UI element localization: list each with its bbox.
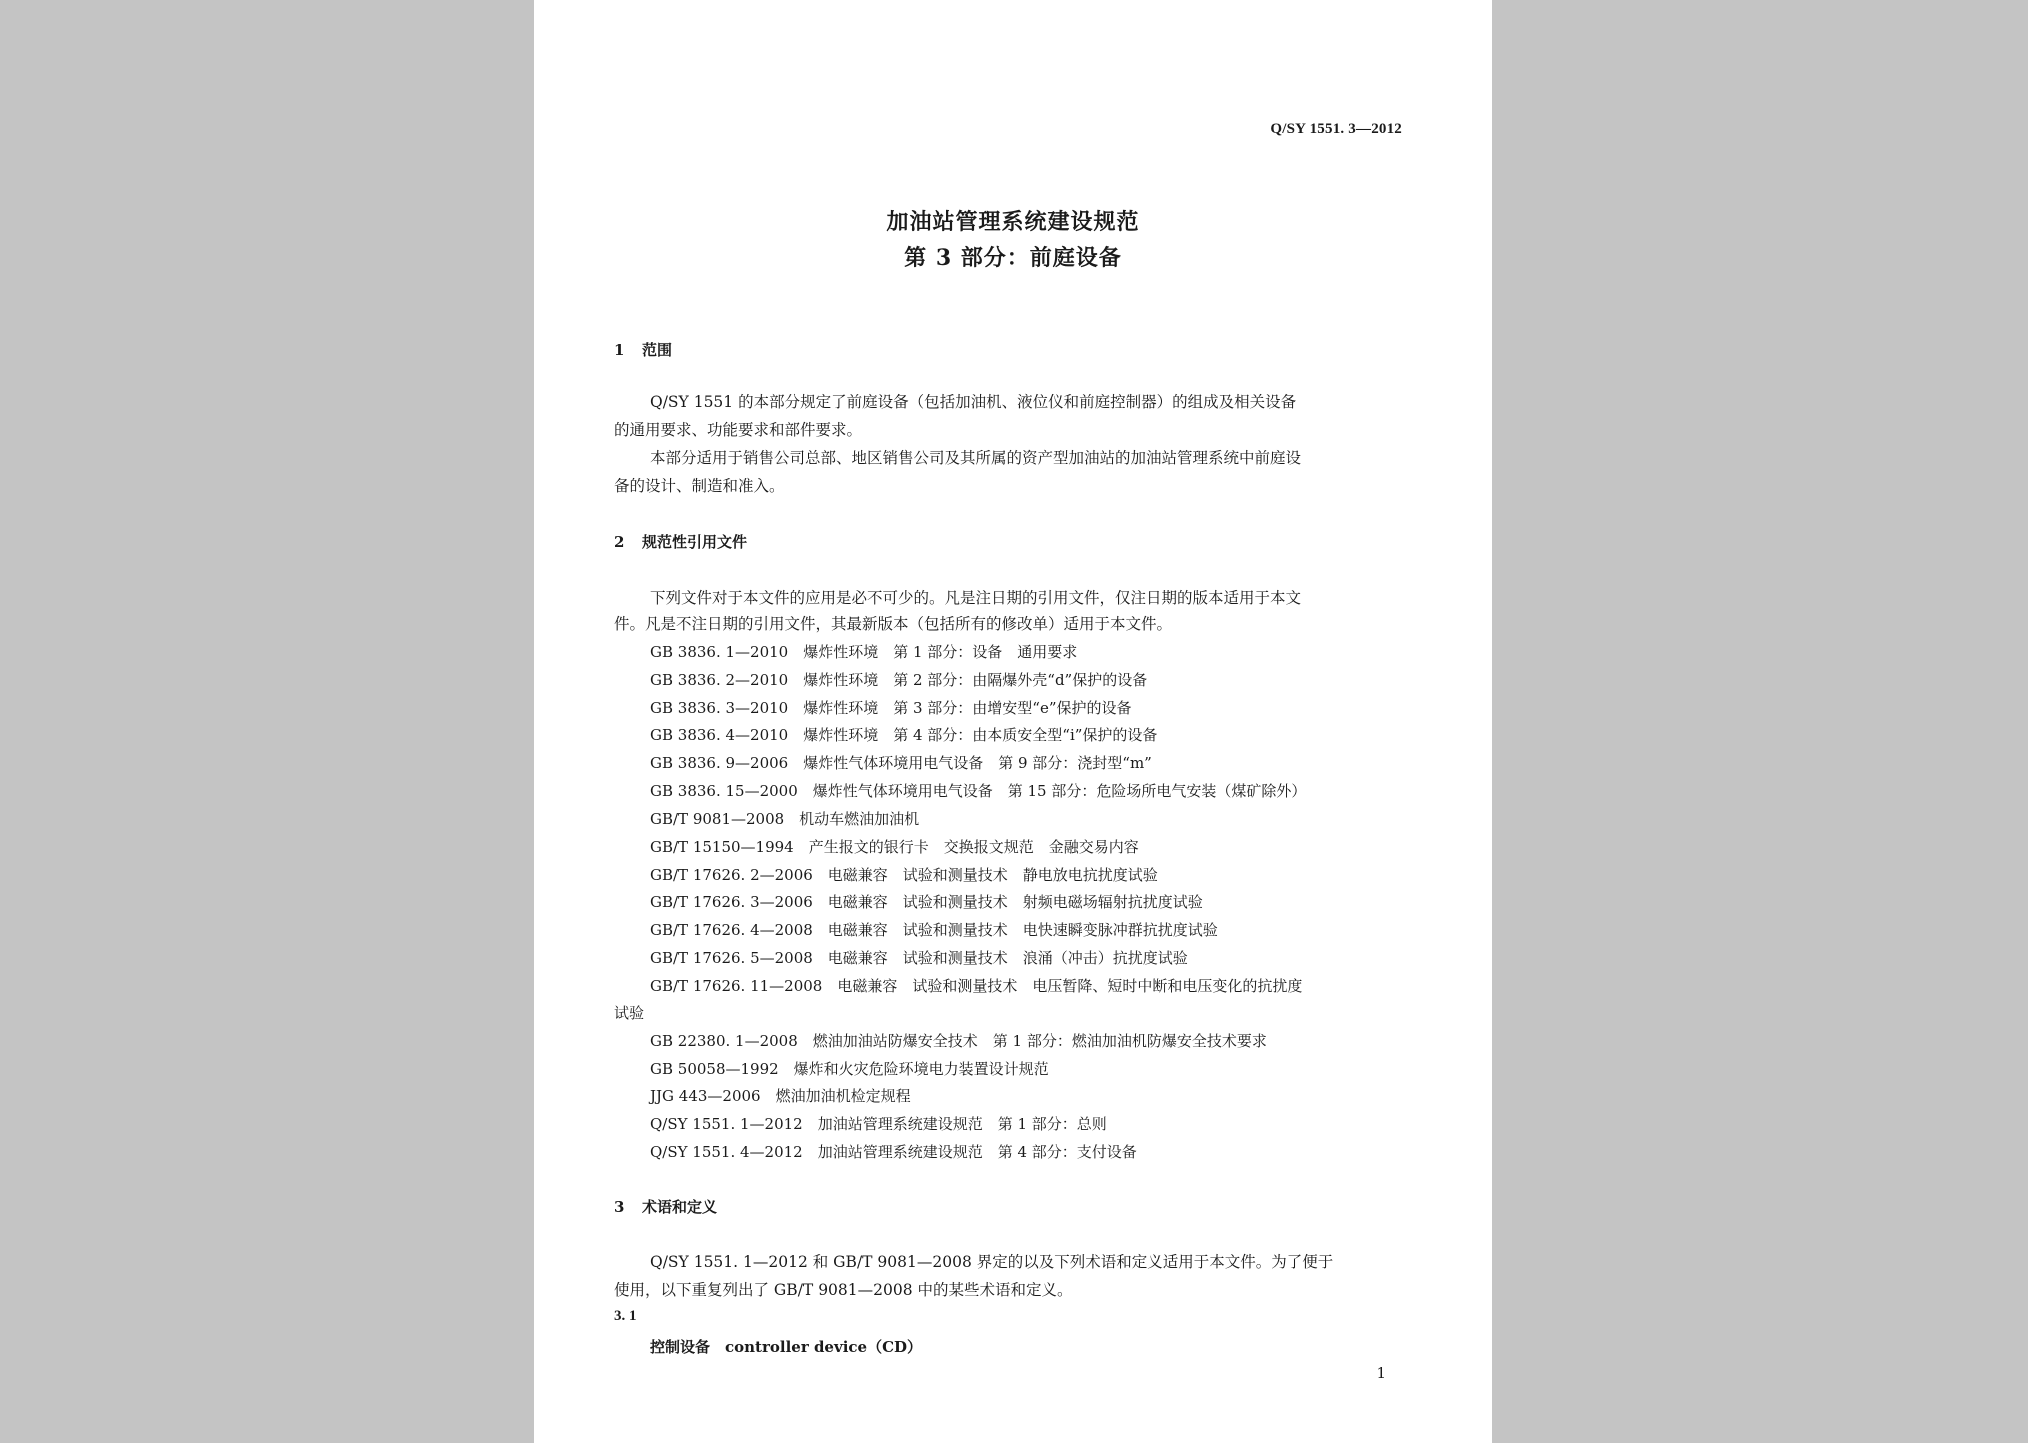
reference-item: JJG 443—2006 燃油加油机检定规程 [650,1087,911,1105]
section-1-heading [614,339,672,360]
section-number: 1 [614,341,625,359]
paragraph-line: 本部分适用于销售公司总部、地区销售公司及其所属的资产型加油站的加油站管理系统中前庭设 [650,449,1302,467]
paragraph-line: 备的设计、制造和准入。 [614,477,785,495]
reference-item: GB 3836. 9—2006 爆炸性气体环境用电气设备 第 9 部分：浇封型“m” [650,754,1152,772]
document-subtitle: 第 3 部分：前庭设备 [904,245,1122,271]
section-number: 2 [614,533,625,551]
reference-continuation: 试验 [614,1004,645,1022]
reference-item: GB/T 9081—2008 机动车燃油加油机 [650,810,920,828]
document-page [534,0,1492,1443]
section-3-heading [614,1196,717,1217]
page-number: 1 [1376,1364,1386,1382]
reference-item: GB/T 17626. 11—2008 电磁兼容 试验和测量技术 电压暂降、短时中断和电压变化的抗扰度 [650,977,1303,995]
reference-item: Q/SY 1551. 1—2012 加油站管理系统建设规范 第 1 部分：总则 [650,1115,1107,1133]
reference-item: GB 3836. 15—2000 爆炸性气体环境用电气设备 第 15 部分：危险场所电气安装（煤矿除外） [650,782,1307,800]
reference-item: GB 50058—1992 爆炸和火灾危险环境电力装置设计规范 [650,1060,1049,1078]
reference-item: GB 3836. 4—2010 爆炸性环境 第 4 部分：由本质安全型“i”保护的设备 [650,726,1158,744]
reference-item: GB/T 17626. 4—2008 电磁兼容 试验和测量技术 电快速瞬变脉冲群抗扰度试验 [650,921,1218,939]
paragraph-line: 下列文件对于本文件的应用是必不可少的。凡是注日期的引用文件，仅注日期的版本适用于本文 [650,589,1302,607]
reference-item: GB/T 15150—1994 产生报文的银行卡 交换报文规范 金融交易内容 [650,838,1139,856]
reference-item: GB 22380. 1—2008 燃油加油站防爆安全技术 第 1 部分：燃油加油机防爆安全技术要求 [650,1032,1267,1050]
document-number: Q/SY 1551. 3—2012 [1270,121,1402,137]
section-number: 3 [614,1198,625,1216]
reference-item: GB/T 17626. 2—2006 电磁兼容 试验和测量技术 静电放电抗扰度试验 [650,866,1158,884]
term-entry: 控制设备 controller device（CD） [650,1338,923,1356]
reference-item: GB 3836. 1—2010 爆炸性环境 第 1 部分：设备 通用要求 [650,643,1078,661]
reference-item: GB 3836. 3—2010 爆炸性环境 第 3 部分：由增安型“e”保护的设备 [650,699,1132,717]
document-title: 加油站管理系统建设规范 [886,209,1140,235]
section-2-heading [614,531,747,552]
paragraph-line: Q/SY 1551 的本部分规定了前庭设备（包括加油机、液位仪和前庭控制器）的组成及相关设备 [650,393,1297,411]
section-title: 范围 [642,341,673,359]
section-title: 术语和定义 [642,1198,718,1216]
section-title: 规范性引用文件 [642,533,748,551]
reference-item: GB/T 17626. 3—2006 电磁兼容 试验和测量技术 射频电磁场辐射抗扰度试验 [650,893,1203,911]
subsection-number: 3. 1 [614,1308,637,1324]
reference-item: Q/SY 1551. 4—2012 加油站管理系统建设规范 第 4 部分：支付设备 [650,1143,1137,1161]
paragraph-line: 的通用要求、功能要求和部件要求。 [614,421,863,439]
paragraph-line: 件。凡是不注日期的引用文件，其最新版本（包括所有的修改单）适用于本文件。 [614,615,1173,633]
paragraph-line: Q/SY 1551. 1—2012 和 GB/T 9081—2008 界定的以及下列术语和定义适用于本文件。为了便于 [650,1253,1334,1271]
paragraph-line: 使用，以下重复列出了 GB/T 9081—2008 中的某些术语和定义。 [614,1281,1073,1299]
reference-item: GB 3836. 2—2010 爆炸性环境 第 2 部分：由隔爆外壳“d”保护的设备 [650,671,1148,689]
reference-item: GB/T 17626. 5—2008 电磁兼容 试验和测量技术 浪涌（冲击）抗扰度试验 [650,949,1188,967]
